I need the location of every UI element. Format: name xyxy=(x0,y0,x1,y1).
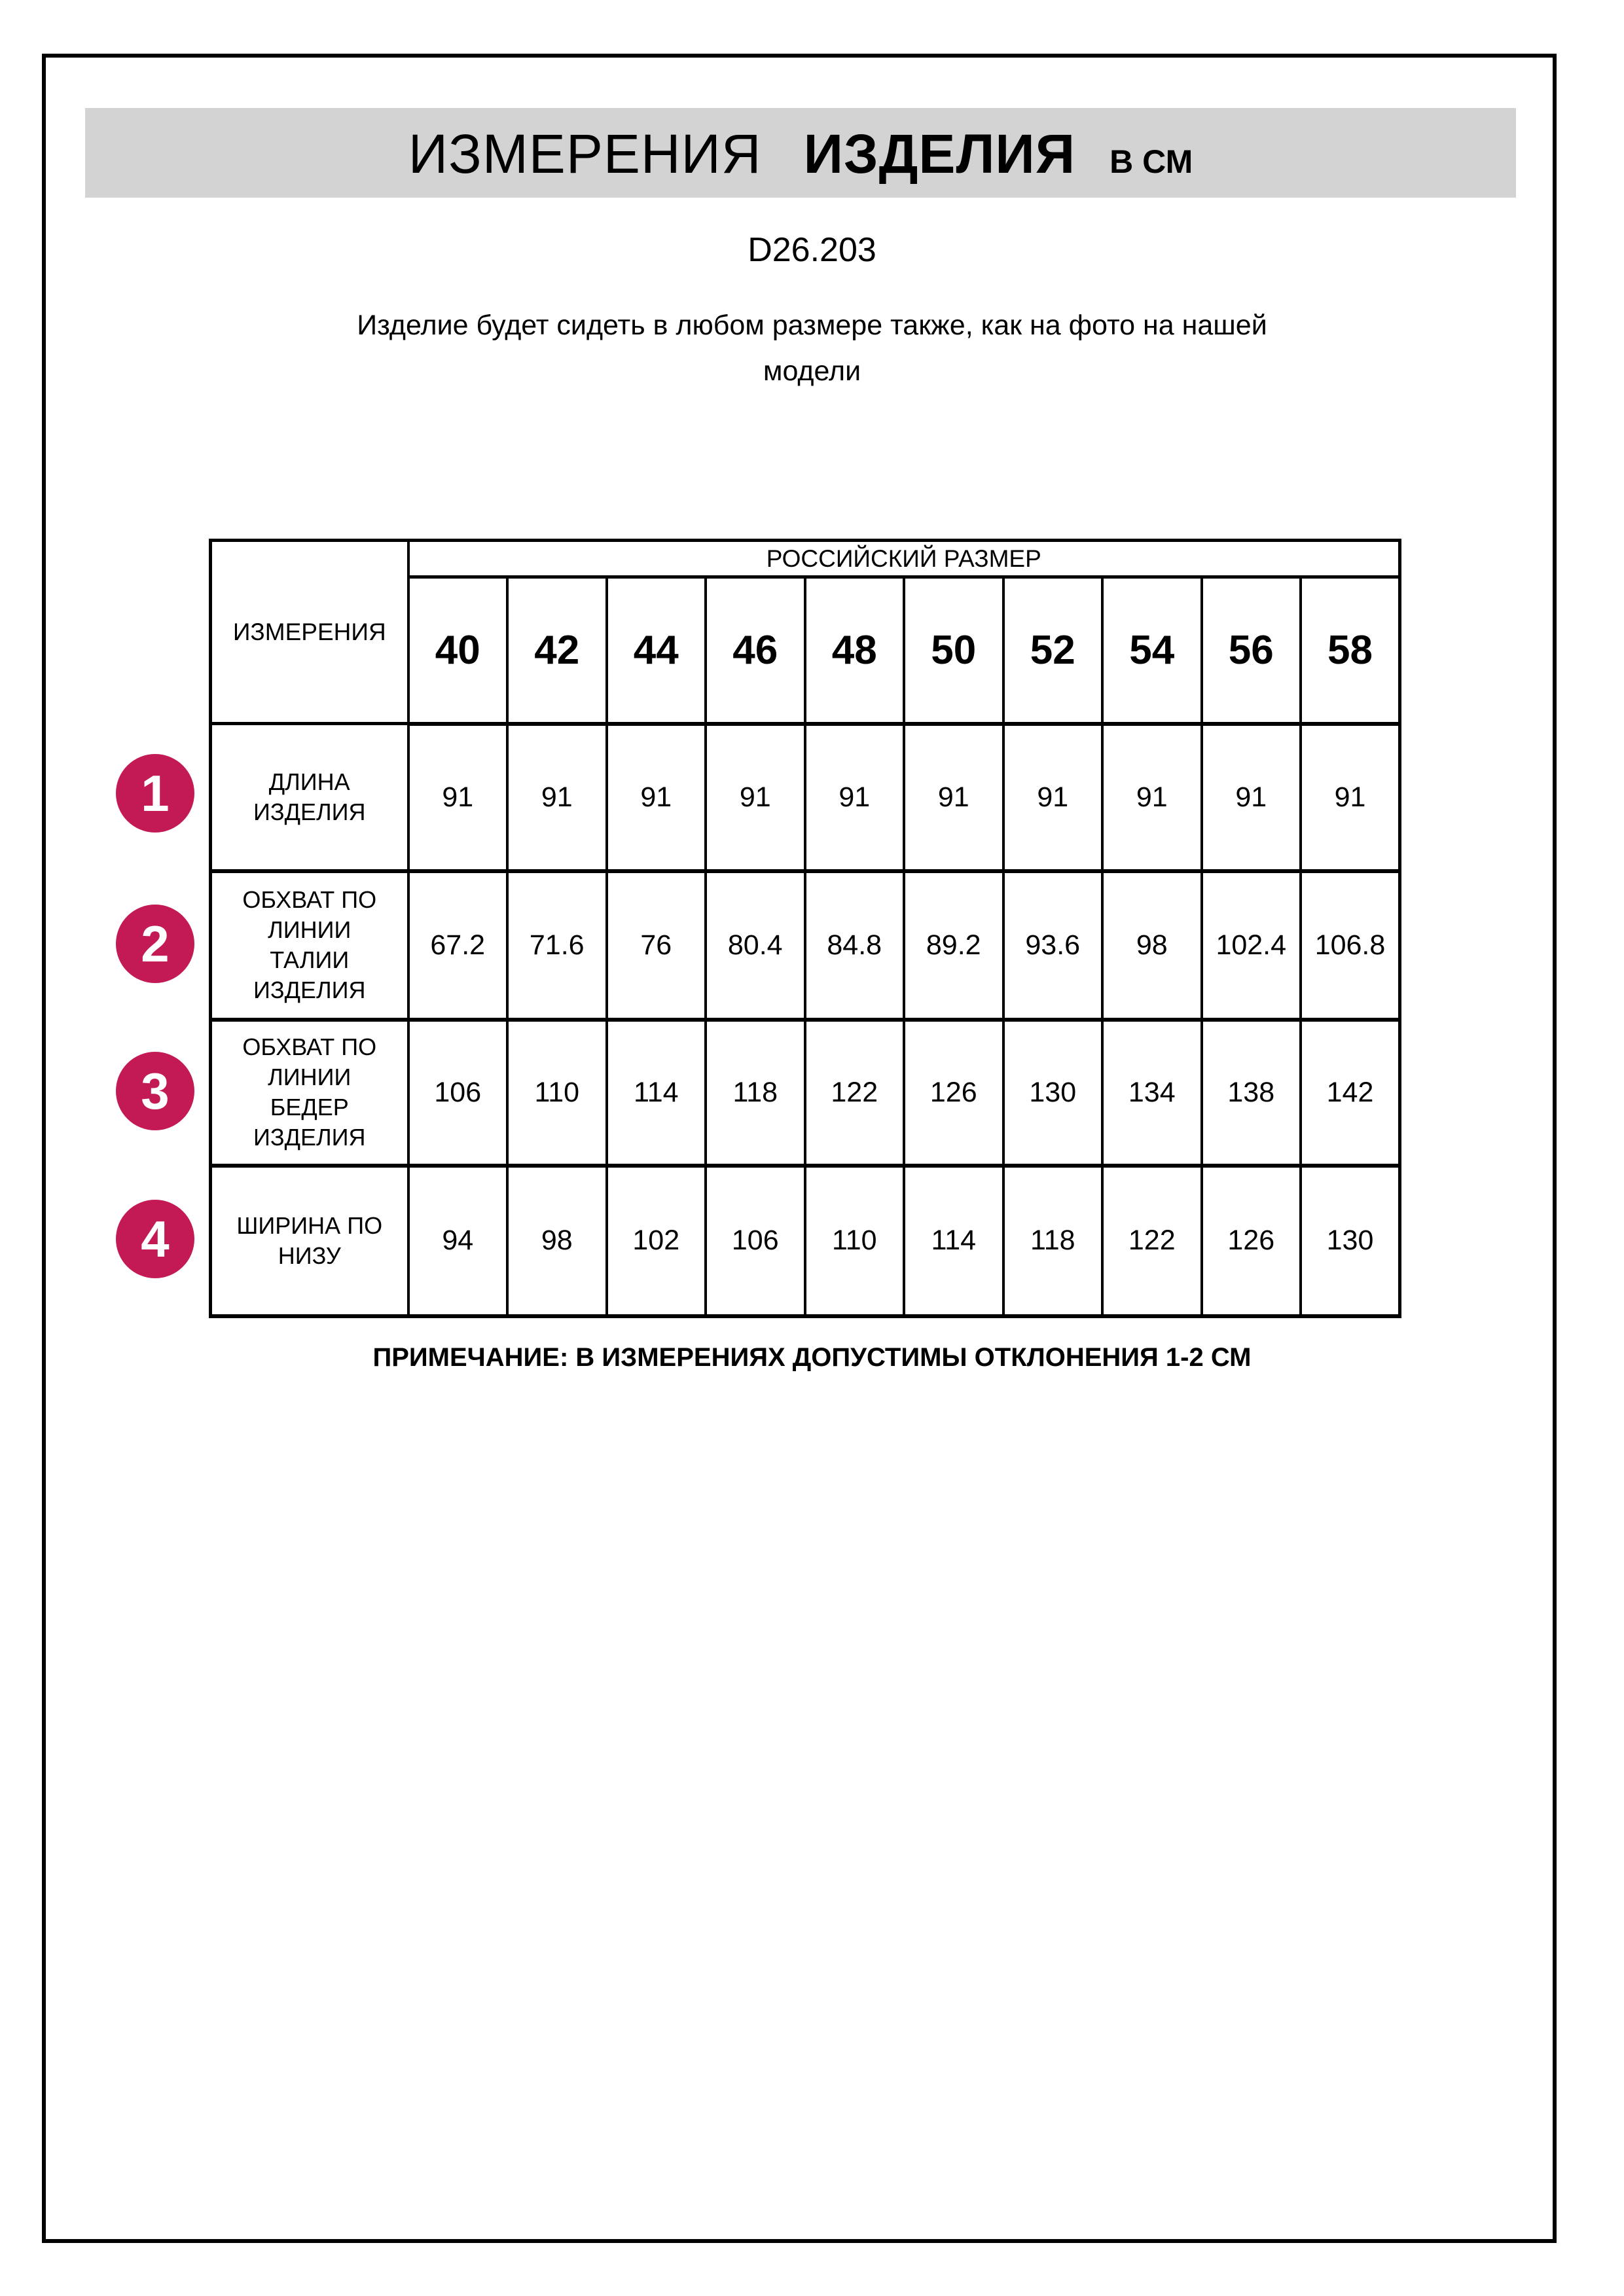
value-cell: 110 xyxy=(507,1020,607,1166)
size-col-header: 50 xyxy=(904,577,1003,724)
row-label-line: ШИРИНА ПО xyxy=(236,1211,383,1239)
value-cell: 106 xyxy=(706,1166,805,1316)
value-cell: 91 xyxy=(1301,724,1400,871)
value-cell: 98 xyxy=(1102,871,1202,1020)
row-label-cell xyxy=(211,724,408,871)
value-cell: 91 xyxy=(1003,724,1103,871)
row-label-cell xyxy=(211,1166,408,1316)
value-cell: 126 xyxy=(904,1020,1003,1166)
row-label-line: БЕДЕР xyxy=(270,1094,349,1121)
value-cell: 93.6 xyxy=(1003,871,1103,1020)
value-cell: 84.8 xyxy=(805,871,905,1020)
value-cell: 89.2 xyxy=(904,871,1003,1020)
row-marker-4: 4 xyxy=(116,1200,194,1278)
value-cell: 110 xyxy=(805,1166,905,1316)
page-title-word-1: ИЗМЕРЕНИЯ xyxy=(408,123,762,185)
value-cell: 76 xyxy=(607,871,706,1020)
tolerance-note: ПРИМЕЧАНИЕ: В ИЗМЕРЕНИЯХ ДОПУСТИМЫ ОТКЛОНЕНИЯ 1-2 СМ xyxy=(372,1343,1252,1372)
table-row-length xyxy=(211,724,1400,871)
value-cell: 122 xyxy=(1102,1166,1202,1316)
row-marker-1: 1 xyxy=(116,754,194,833)
size-table xyxy=(209,539,1401,1318)
value-cell: 106 xyxy=(408,1020,508,1166)
russian-size-header-cell: РОССИЙСКИЙ РАЗМЕР xyxy=(408,541,1400,577)
page-title-units: В СМ xyxy=(1110,143,1193,180)
measurements-header-cell: ИЗМЕРЕНИЯ xyxy=(211,541,408,724)
row-label-line: ЛИНИИ xyxy=(268,1064,352,1090)
value-cell: 138 xyxy=(1202,1020,1301,1166)
value-cell: 134 xyxy=(1102,1020,1202,1166)
row-label-cell xyxy=(211,1020,408,1166)
value-cell: 102.4 xyxy=(1202,871,1301,1020)
value-cell: 106.8 xyxy=(1301,871,1400,1020)
row-marker-3: 3 xyxy=(116,1052,194,1130)
row-label-line: НИЗУ xyxy=(278,1242,341,1269)
value-cell: 102 xyxy=(607,1166,706,1316)
header-banner xyxy=(85,108,1516,198)
value-cell: 91 xyxy=(904,724,1003,871)
value-cell: 91 xyxy=(1202,724,1301,871)
row-label-line: ИЗДЕЛИЯ xyxy=(253,798,366,825)
value-cell: 98 xyxy=(507,1166,607,1316)
value-cell: 91 xyxy=(607,724,706,871)
value-cell: 91 xyxy=(408,724,508,871)
value-cell: 91 xyxy=(805,724,905,871)
value-cell: 91 xyxy=(507,724,607,871)
value-cell: 67.2 xyxy=(408,871,508,1020)
value-cell: 114 xyxy=(607,1020,706,1166)
value-cell: 130 xyxy=(1301,1166,1400,1316)
row-label-line: ИЗДЕЛИЯ xyxy=(253,977,366,1003)
page-title-word-2: ИЗДЕЛИЯ xyxy=(803,123,1076,185)
fit-description-line-1: Изделие будет сидеть в любом размере также, как на фото на нашей xyxy=(357,310,1267,341)
value-cell: 142 xyxy=(1301,1020,1400,1166)
row-marker-2: 2 xyxy=(116,905,194,983)
size-col-header: 54 xyxy=(1102,577,1202,724)
value-cell: 118 xyxy=(706,1020,805,1166)
value-cell: 91 xyxy=(706,724,805,871)
size-col-header: 58 xyxy=(1301,577,1400,724)
value-cell: 122 xyxy=(805,1020,905,1166)
row-label-line: ИЗДЕЛИЯ xyxy=(253,1124,366,1151)
value-cell: 114 xyxy=(904,1166,1003,1316)
table-row-hips xyxy=(211,1020,1400,1166)
value-cell: 130 xyxy=(1003,1020,1103,1166)
value-cell: 94 xyxy=(408,1166,508,1316)
table-row-bottom-width xyxy=(211,1166,1400,1316)
size-col-header: 42 xyxy=(507,577,607,724)
value-cell: 126 xyxy=(1202,1166,1301,1316)
value-cell: 118 xyxy=(1003,1166,1103,1316)
value-cell: 71.6 xyxy=(507,871,607,1020)
table-header-group-row xyxy=(211,541,1400,577)
row-label-cell xyxy=(211,871,408,1020)
size-col-header: 52 xyxy=(1003,577,1103,724)
size-col-header: 48 xyxy=(805,577,905,724)
product-code: D26.203 xyxy=(748,231,876,269)
table-row-waist xyxy=(211,871,1400,1020)
row-label-line: ДЛИНА xyxy=(268,768,350,795)
row-label-line: ОБХВАТ ПО xyxy=(242,1033,377,1060)
size-col-header: 40 xyxy=(408,577,508,724)
row-label-line: ОБХВАТ ПО xyxy=(242,886,377,913)
row-label-line: ТАЛИИ xyxy=(270,946,350,973)
fit-description-line-2: модели xyxy=(763,355,861,387)
value-cell: 91 xyxy=(1102,724,1202,871)
size-col-header: 56 xyxy=(1202,577,1301,724)
fit-description xyxy=(0,302,1624,394)
size-col-header: 46 xyxy=(706,577,805,724)
value-cell: 80.4 xyxy=(706,871,805,1020)
row-label-line: ЛИНИИ xyxy=(268,916,352,943)
size-col-header: 44 xyxy=(607,577,706,724)
